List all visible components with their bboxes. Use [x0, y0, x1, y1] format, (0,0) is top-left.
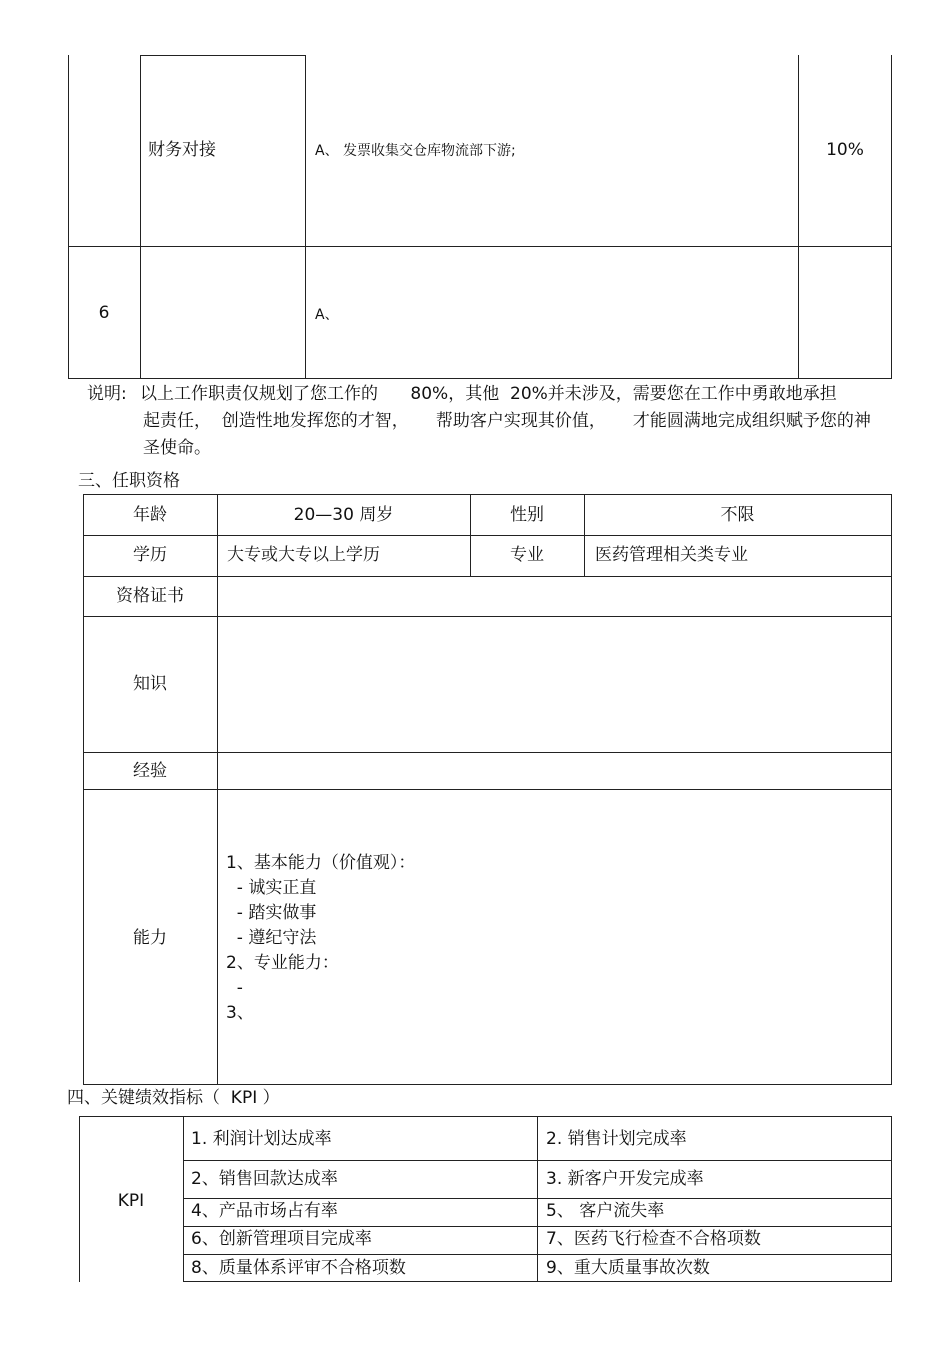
kpi-label: KPI: [117, 1191, 145, 1211]
experience-label: 经验: [133, 761, 167, 781]
kpi-item: 9、重大质量事故次数: [546, 1258, 710, 1278]
kpi-item: 2. 销售计划完成率: [546, 1129, 687, 1149]
row5-item: 财务对接: [148, 140, 216, 160]
education-value: 大专或大专以上学历: [227, 545, 380, 565]
ability-line: -: [226, 978, 243, 998]
row5-weight: 10%: [826, 140, 864, 160]
kpi-item: 2、销售回款达成率: [191, 1169, 338, 1189]
kpi-item: 6、创新管理项目完成率: [191, 1229, 372, 1249]
section4-title: 四、关键绩效指标（ KPI ）: [67, 1088, 280, 1108]
row5-content: A、 发票收集交仓库物流部下游;: [315, 143, 516, 159]
knowledge-label: 知识: [133, 674, 167, 694]
note-line-2: 起责任， 创造性地发挥您的才智， 帮助客户实现其价值， 才能圆满地完成组织赋予您的神: [143, 411, 871, 431]
gender-label: 性别: [510, 505, 544, 525]
kpi-item: 8、质量体系评审不合格项数: [191, 1258, 406, 1278]
note-line-1: 以上工作职责仅规划了您工作的 80%，其他 20%并未涉及，需要您在工作中勇敢地承担: [140, 384, 837, 404]
major-label: 专业: [510, 545, 544, 565]
kpi-item: 4、产品市场占有率: [191, 1201, 338, 1221]
kpi-item: 5、 客户流失率: [546, 1201, 665, 1221]
ability-line: - 踏实做事: [226, 903, 317, 923]
ability-line: - 诚实正直: [226, 878, 317, 898]
education-label: 学历: [133, 545, 167, 565]
row6-number: 6: [98, 303, 110, 323]
ability-line: 3、: [226, 1003, 254, 1023]
ability-line: 2、专业能力：: [226, 953, 339, 973]
note-label: 说明:: [87, 384, 127, 404]
age-label: 年龄: [133, 505, 167, 525]
major-value: 医药管理相关类专业: [595, 545, 748, 565]
ability-line: 1、基本能力（价值观）：: [226, 853, 416, 873]
gender-value: 不限: [720, 505, 755, 525]
row6-content: A、: [315, 307, 339, 323]
certificate-label: 资格证书: [116, 586, 184, 606]
kpi-item: 7、医药飞行检查不合格项数: [546, 1229, 761, 1249]
section3-title: 三、任职资格: [78, 471, 180, 491]
ability-line: - 遵纪守法: [226, 928, 317, 948]
age-value: 20—30 周岁: [293, 505, 394, 525]
kpi-item: 1. 利润计划达成率: [191, 1129, 332, 1149]
ability-label: 能力: [133, 928, 167, 948]
kpi-item: 3. 新客户开发完成率: [546, 1169, 704, 1189]
note-line-3: 圣使命。: [143, 438, 211, 458]
